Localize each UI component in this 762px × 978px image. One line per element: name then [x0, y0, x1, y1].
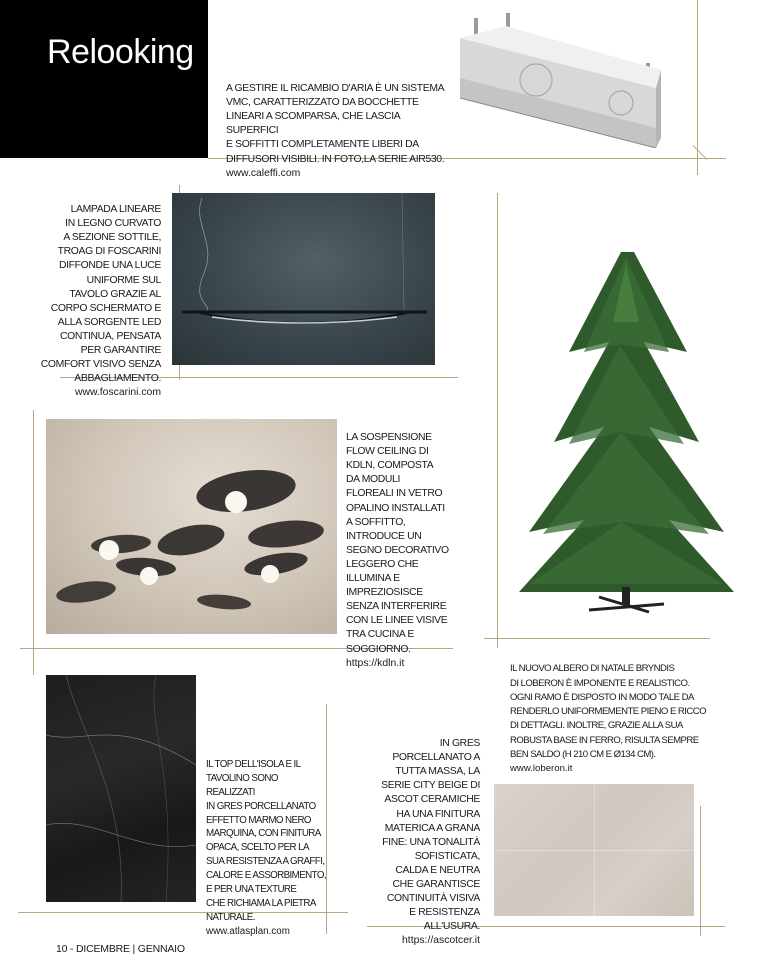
ascotcer-link[interactable]: https://ascotcer.it — [402, 935, 480, 947]
ventilation-unit-photo — [446, 8, 676, 148]
black-marble-photo — [46, 675, 196, 902]
lamp-caption: LAMPADA LINEARE IN LEGNO CURVATO A SEZIONE SOTTILE, TROAG DI FOSCARINI DIFFONDE UNA LUCE UNIFORME SUL TAVOLO GRAZIE AL CORPO SCHERMATO E ALLA SORGENTE LED CONTINUA, PENSATA PER GARANTIRE COMFORT VISIVO SENZA ABBAGLIAMENTO. www.foscarini.com — [30, 189, 161, 415]
gres-caption: IN GRES PORCELLANATO A TUTTA MASSA, LA SERIE CITY BEIGE DI ASCOT CERAMICHE HA UNA FINITURA MATERICA A GRANA FINE: UNA TONALITÀ SOFISTICATA, CALDA E NEUTRA CHE GARANTISCE CONTINUITÀ VISIVA E RESISTENZA ALL'USURA. https://ascotcer.it — [374, 723, 480, 963]
marble-caption: IL TOP DELL'ISOLA E IL TAVOLINO SONO REALIZZATI IN GRES PORCELLANATO EFFETTO MARMO NERO MARQUINA, CON FINITURA OPACA, SCELTO PER LA SUA RESISTENZA A GRAFFI, CALORE E ASSORBIMENTO, E PER UNA TEXTURE CHE RICHIAMA LA PIETRA NATURALE. www.atlasplan.com — [206, 758, 327, 937]
divider-rule — [700, 806, 701, 936]
divider-rule — [33, 410, 34, 675]
vmc-caption: A GESTIRE IL RICAMBIO D'ARIA È UN SISTEMA VMC, CARATTERIZZATO DA BOCCHETTE LINEARI A SCOMPARSA, CHE LASCIA SUPERFICI E SOFFITTI COMPLETAMENTE LIBERI DA DIFFUSORI VISIBILI. IN FOTO,LA SERIE AIR530. www.caleffi.com — [226, 68, 451, 195]
loberon-link[interactable]: www.loberon.it — [510, 763, 573, 775]
divider-rule — [497, 193, 498, 648]
foscarini-link[interactable]: www.foscarini.com — [74, 387, 161, 399]
header-box — [0, 0, 208, 158]
divider-rule — [484, 638, 710, 639]
atlasplan-link[interactable]: www.atlasplan.com — [206, 925, 290, 937]
page-footer: 10 - DICEMBRE | GENNAIO — [56, 943, 185, 955]
kdln-link[interactable]: https://kdln.it — [346, 657, 405, 669]
linear-lamp-photo — [172, 193, 435, 365]
divider-rule — [326, 704, 327, 934]
kdln-caption: LA SOSPENSIONE FLOW CEILING DI KDLN, COMPOSTA DA MODULI FLOREALI IN VETRO OPALINO INSTALLATI A SOFFITTO, INTRODUCE UN SEGNO DECORATIVO LEGGERO CHE ILLUMINA E IMPREZIOSISCE SENZA INTERFERIRE CON LE LINEE VISIVE TRA CUCINA E SOGGIORNO. https://kdln.it — [346, 417, 458, 685]
christmas-tree-photo — [509, 232, 744, 622]
beige-stone-photo — [494, 784, 694, 916]
tree-caption: IL NUOVO ALBERO DI NATALE BRYNDIS DI LOBERON È IMPONENTE E REALISTICO. OGNI RAMO È DISPOSTO IN MODO TALE DA RENDERLO UNIFORMEMENTE PIENO E RICCO DI DETTAGLI. INOLTRE, GRAZIE ALLA SUA ROBUSTA BASE IN FERRO, RISULTA SEMPRE BEN SALDO (H 210 CM E Ø134 CM). www.loberon.it — [510, 648, 710, 791]
caleffi-link[interactable]: www.caleffi.com — [226, 167, 301, 179]
flower-ceiling-lamp-photo — [46, 419, 337, 634]
page-title: Relooking — [47, 33, 194, 71]
